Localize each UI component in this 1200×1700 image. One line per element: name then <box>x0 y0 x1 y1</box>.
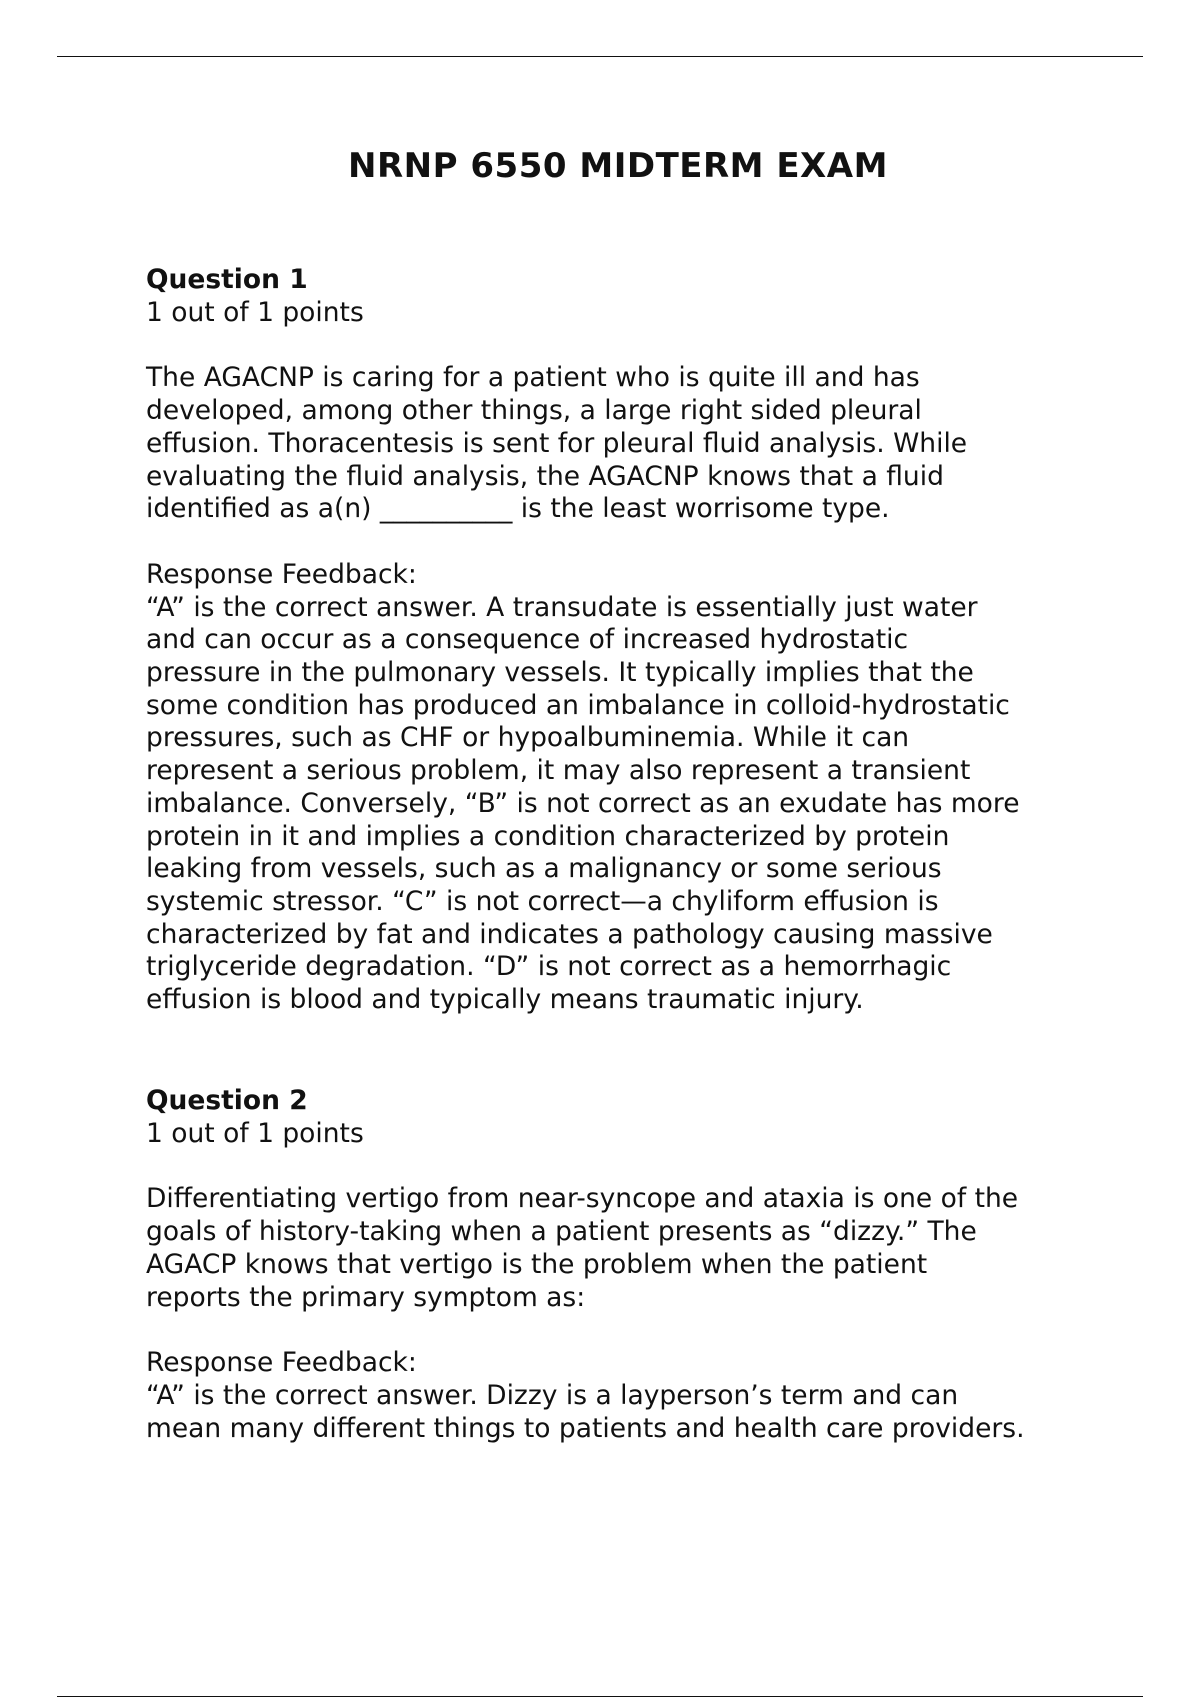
question-points: 1 out of 1 points <box>146 1117 364 1149</box>
top-divider <box>57 56 1143 57</box>
question-text: Differentiating vertigo from near-syncope and ataxia is one of the goals of history-taking when a patient presents as “dizzy.” The AGACP knows that vertigo is the problem when the patient reports the primary symptom as: <box>146 1183 1019 1313</box>
question-heading: Question 1 <box>146 264 308 295</box>
response-feedback-text: “A” is the correct answer. A transudate is essentially just water and can occur as a consequence of increased hydrostatic pressure in the pulmonary vessels. It typically implies that the some condition has produced an imbalance in colloid-hydrostatic pressures, such as CHF or hypoalbuminemia. While it can represent a serious problem, it may also represent a transient imbalance. Conversely, “B” is not correct as an exudate has more protein in it and implies a condition characterized by protein leaking from vessels, such as a malignancy or some serious systemic stressor. “C” is not correct—a chyliform effusion is characterized by fat and indicates a pathology causing massive triglyceride degradation. “D” is not correct as a hemorrhagic effusion is blood and typically means traumatic injury. <box>146 591 1020 1016</box>
page-title: NRNP 6550 MIDTERM EXAM <box>348 146 888 186</box>
response-feedback-text: “A” is the correct answer. Dizzy is a layperson’s term and can mean many different things to patients and health care providers. <box>146 1379 1025 1444</box>
response-feedback-label: Response Feedback: <box>146 558 417 590</box>
bottom-divider <box>57 1696 1143 1697</box>
response-feedback-label: Response Feedback: <box>146 1347 417 1379</box>
question-heading: Question 2 <box>146 1085 308 1116</box>
question-points: 1 out of 1 points <box>146 296 364 328</box>
question-block-2 <box>146 1085 1146 1445</box>
question-block-1 <box>146 264 1146 1017</box>
question-text: The AGACNP is caring for a patient who is quite ill and has developed, among other things, a large right sided pleural effusion. Thoracentesis is sent for pleural fluid analysis. While evaluating the fluid analysis, the AGACNP knows that a fluid identified as a(n) __________ is the least worrisome type. <box>146 362 968 525</box>
